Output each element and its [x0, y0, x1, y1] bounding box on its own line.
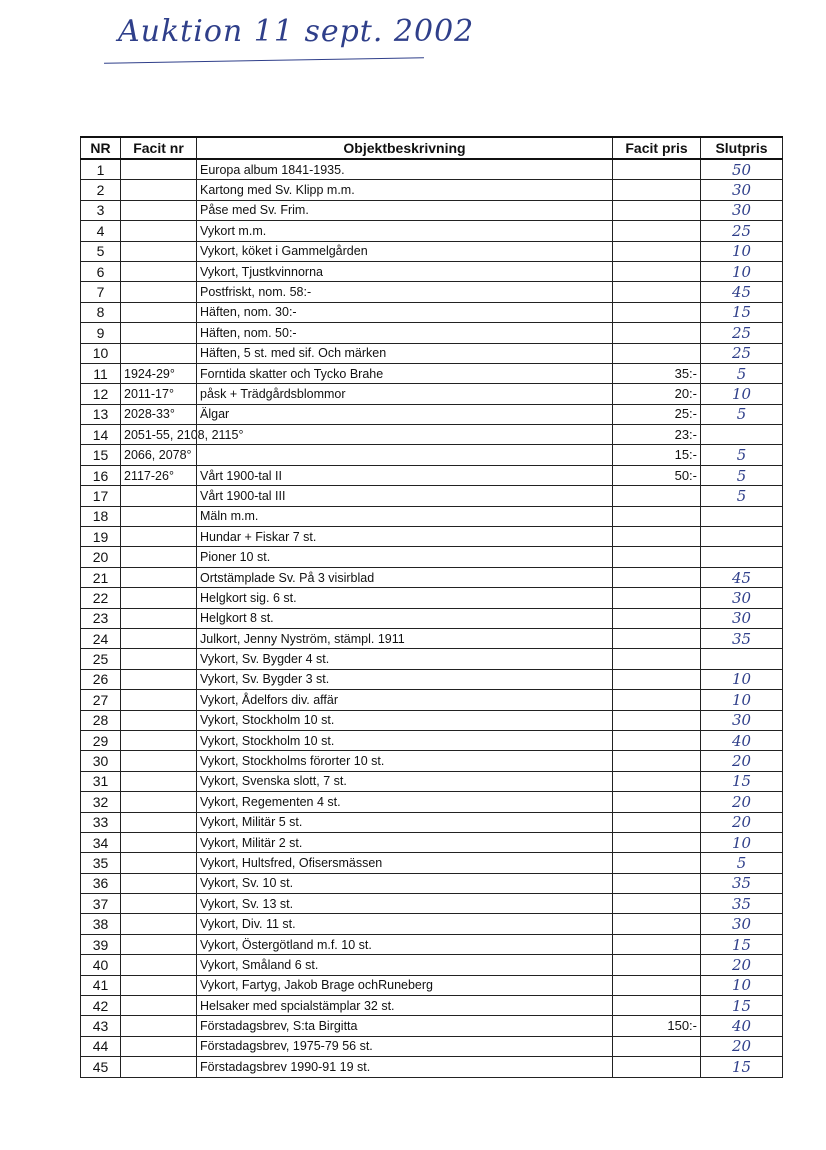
cell-facit-nr — [121, 506, 197, 526]
cell-objektbeskrivning: Vykort, Regementen 4 st. — [197, 792, 613, 812]
cell-facit-nr — [121, 914, 197, 934]
cell-facit-nr — [121, 241, 197, 261]
cell-facit-nr — [121, 669, 197, 689]
cell-nr: 17 — [81, 486, 121, 506]
table-row — [81, 282, 783, 302]
cell-facit-pris — [613, 690, 701, 710]
cell-slutpris: 20 — [701, 792, 783, 812]
table-row — [81, 486, 783, 506]
cell-facit-pris — [613, 302, 701, 322]
cell-facit-pris — [613, 853, 701, 873]
cell-facit-nr — [121, 221, 197, 241]
cell-nr: 34 — [81, 832, 121, 852]
cell-slutpris: 5 — [701, 363, 783, 383]
cell-objektbeskrivning: Vykort, Stockholms förorter 10 st. — [197, 751, 613, 771]
header-slutpris: Slutpris — [701, 137, 783, 159]
cell-facit-nr: 2028-33° — [121, 404, 197, 424]
cell-objektbeskrivning: Älgar — [197, 404, 613, 424]
cell-nr: 32 — [81, 792, 121, 812]
table-row — [81, 873, 783, 893]
cell-facit-pris — [613, 832, 701, 852]
cell-nr: 24 — [81, 628, 121, 648]
cell-facit-nr — [121, 628, 197, 648]
cell-facit-pris — [613, 343, 701, 363]
cell-facit-pris — [613, 282, 701, 302]
cell-nr: 27 — [81, 690, 121, 710]
cell-slutpris: 15 — [701, 771, 783, 791]
table-row — [81, 771, 783, 791]
cell-nr: 18 — [81, 506, 121, 526]
table-row — [81, 914, 783, 934]
cell-objektbeskrivning: Vykort, Östergötland m.f. 10 st. — [197, 934, 613, 954]
cell-facit-nr — [121, 812, 197, 832]
table-row — [81, 751, 783, 771]
cell-nr: 21 — [81, 567, 121, 587]
cell-facit-nr — [121, 832, 197, 852]
cell-facit-nr — [121, 771, 197, 791]
cell-nr: 38 — [81, 914, 121, 934]
header-objektbeskrivning: Objektbeskrivning — [197, 137, 613, 159]
cell-objektbeskrivning: Ortstämplade Sv. På 3 visirblad — [197, 567, 613, 587]
cell-facit-pris — [613, 669, 701, 689]
cell-nr: 5 — [81, 241, 121, 261]
table-row — [81, 955, 783, 975]
cell-facit-pris — [613, 751, 701, 771]
cell-objektbeskrivning — [197, 425, 613, 445]
cell-nr: 12 — [81, 384, 121, 404]
cell-facit-nr — [121, 200, 197, 220]
cell-facit-pris — [613, 1057, 701, 1077]
cell-slutpris — [701, 527, 783, 547]
cell-objektbeskrivning: Vykort, Fartyg, Jakob Brage ochRuneberg — [197, 975, 613, 995]
cell-facit-nr — [121, 1036, 197, 1056]
cell-facit-nr — [121, 975, 197, 995]
cell-slutpris: 35 — [701, 873, 783, 893]
cell-facit-pris — [613, 812, 701, 832]
cell-nr: 31 — [81, 771, 121, 791]
cell-facit-nr — [121, 1016, 197, 1036]
cell-objektbeskrivning: påsk + Trädgårdsblommor — [197, 384, 613, 404]
cell-nr: 16 — [81, 465, 121, 485]
cell-nr: 33 — [81, 812, 121, 832]
table-row — [81, 159, 783, 180]
cell-facit-nr — [121, 261, 197, 281]
cell-slutpris: 30 — [701, 180, 783, 200]
cell-nr: 20 — [81, 547, 121, 567]
table-body — [81, 159, 783, 1077]
cell-objektbeskrivning: Vykort, Stockholm 10 st. — [197, 730, 613, 750]
cell-slutpris: 45 — [701, 567, 783, 587]
cell-objektbeskrivning — [197, 445, 613, 465]
cell-objektbeskrivning: Kartong med Sv. Klipp m.m. — [197, 180, 613, 200]
cell-objektbeskrivning: Förstadagsbrev 1990-91 19 st. — [197, 1057, 613, 1077]
cell-nr: 15 — [81, 445, 121, 465]
cell-facit-nr — [121, 690, 197, 710]
cell-slutpris: 20 — [701, 812, 783, 832]
table-row — [81, 649, 783, 669]
table-row — [81, 506, 783, 526]
handwritten-heading: Auktion 11 sept. 2002 — [118, 14, 475, 49]
cell-facit-pris — [613, 730, 701, 750]
cell-objektbeskrivning: Vykort, Småland 6 st. — [197, 955, 613, 975]
cell-nr: 2 — [81, 180, 121, 200]
cell-objektbeskrivning: Förstadagsbrev, S:ta Birgitta — [197, 1016, 613, 1036]
cell-slutpris: 10 — [701, 241, 783, 261]
cell-facit-nr — [121, 608, 197, 628]
cell-nr: 14 — [81, 425, 121, 445]
cell-facit-pris — [613, 996, 701, 1016]
cell-slutpris: 10 — [701, 690, 783, 710]
cell-facit-pris — [613, 159, 701, 180]
table-row — [81, 832, 783, 852]
cell-facit-pris — [613, 934, 701, 954]
cell-nr: 7 — [81, 282, 121, 302]
cell-slutpris: 50 — [701, 159, 783, 180]
table-row — [81, 343, 783, 363]
table-row — [81, 812, 783, 832]
cell-nr: 6 — [81, 261, 121, 281]
cell-nr: 4 — [81, 221, 121, 241]
cell-nr: 23 — [81, 608, 121, 628]
table-row — [81, 384, 783, 404]
header-facit-pris: Facit pris — [613, 137, 701, 159]
cell-objektbeskrivning: Hundar + Fiskar 7 st. — [197, 527, 613, 547]
cell-objektbeskrivning: Mäln m.m. — [197, 506, 613, 526]
cell-facit-pris — [613, 547, 701, 567]
cell-facit-pris — [613, 649, 701, 669]
cell-objektbeskrivning: Vykort, Sv. 13 st. — [197, 894, 613, 914]
cell-facit-pris: 25:- — [613, 404, 701, 424]
cell-facit-nr — [121, 567, 197, 587]
cell-nr: 39 — [81, 934, 121, 954]
cell-facit-pris — [613, 914, 701, 934]
table-row — [81, 894, 783, 914]
table-row — [81, 1057, 783, 1077]
cell-facit-pris: 23:- — [613, 425, 701, 445]
cell-slutpris: 10 — [701, 669, 783, 689]
cell-facit-pris: 20:- — [613, 384, 701, 404]
cell-facit-nr — [121, 547, 197, 567]
cell-slutpris: 5 — [701, 486, 783, 506]
cell-nr: 10 — [81, 343, 121, 363]
cell-objektbeskrivning: Vykort, Stockholm 10 st. — [197, 710, 613, 730]
cell-objektbeskrivning: Postfriskt, nom. 58:- — [197, 282, 613, 302]
table-row — [81, 302, 783, 322]
cell-slutpris: 20 — [701, 955, 783, 975]
cell-objektbeskrivning: Vykort, Militär 5 st. — [197, 812, 613, 832]
cell-facit-pris — [613, 1036, 701, 1056]
cell-facit-nr — [121, 934, 197, 954]
cell-facit-nr: 2117-26° — [121, 465, 197, 485]
cell-facit-nr — [121, 894, 197, 914]
table-row — [81, 608, 783, 628]
table-row — [81, 1036, 783, 1056]
table-row — [81, 690, 783, 710]
cell-facit-nr — [121, 751, 197, 771]
cell-facit-pris — [613, 180, 701, 200]
cell-facit-pris — [613, 241, 701, 261]
cell-nr: 8 — [81, 302, 121, 322]
cell-nr: 29 — [81, 730, 121, 750]
cell-facit-pris — [613, 792, 701, 812]
cell-slutpris — [701, 649, 783, 669]
cell-facit-pris — [613, 486, 701, 506]
cell-slutpris: 30 — [701, 914, 783, 934]
cell-slutpris: 20 — [701, 1036, 783, 1056]
cell-objektbeskrivning: Vykort, Ådelfors div. affär — [197, 690, 613, 710]
cell-nr: 13 — [81, 404, 121, 424]
cell-facit-pris: 150:- — [613, 1016, 701, 1036]
cell-slutpris: 10 — [701, 384, 783, 404]
cell-nr: 3 — [81, 200, 121, 220]
cell-facit-nr: 1924-29° — [121, 363, 197, 383]
cell-objektbeskrivning: Forntida skatter och Tycko Brahe — [197, 363, 613, 383]
table-row — [81, 1016, 783, 1036]
cell-nr: 1 — [81, 159, 121, 180]
table-row — [81, 241, 783, 261]
table-row — [81, 363, 783, 383]
cell-nr: 28 — [81, 710, 121, 730]
cell-nr: 9 — [81, 323, 121, 343]
cell-slutpris: 35 — [701, 628, 783, 648]
table-row — [81, 261, 783, 281]
table-row — [81, 669, 783, 689]
cell-nr: 45 — [81, 1057, 121, 1077]
cell-facit-pris — [613, 323, 701, 343]
cell-facit-nr: 2066, 2078° — [121, 445, 197, 465]
cell-objektbeskrivning: Europa album 1841-1935. — [197, 159, 613, 180]
cell-nr: 36 — [81, 873, 121, 893]
table-row — [81, 710, 783, 730]
cell-facit-pris — [613, 588, 701, 608]
table-row — [81, 730, 783, 750]
table-row — [81, 547, 783, 567]
cell-facit-pris — [613, 608, 701, 628]
cell-slutpris: 5 — [701, 445, 783, 465]
cell-facit-pris — [613, 955, 701, 975]
cell-facit-nr — [121, 302, 197, 322]
cell-objektbeskrivning: Helgkort sig. 6 st. — [197, 588, 613, 608]
cell-objektbeskrivning: Vårt 1900-tal III — [197, 486, 613, 506]
cell-slutpris: 10 — [701, 832, 783, 852]
cell-facit-nr — [121, 343, 197, 363]
cell-objektbeskrivning: Vykort, Div. 11 st. — [197, 914, 613, 934]
cell-slutpris: 10 — [701, 975, 783, 995]
cell-facit-nr — [121, 588, 197, 608]
cell-slutpris: 5 — [701, 465, 783, 485]
cell-facit-pris — [613, 710, 701, 730]
cell-facit-nr — [121, 853, 197, 873]
table-row — [81, 975, 783, 995]
cell-slutpris: 25 — [701, 343, 783, 363]
table-row — [81, 934, 783, 954]
cell-facit-pris — [613, 527, 701, 547]
cell-slutpris: 40 — [701, 730, 783, 750]
cell-slutpris: 15 — [701, 302, 783, 322]
cell-facit-nr — [121, 873, 197, 893]
table-row — [81, 200, 783, 220]
cell-slutpris: 25 — [701, 221, 783, 241]
cell-facit-pris — [613, 261, 701, 281]
cell-objektbeskrivning: Vykort, Sv. Bygder 4 st. — [197, 649, 613, 669]
cell-facit-pris: 15:- — [613, 445, 701, 465]
cell-nr: 43 — [81, 1016, 121, 1036]
cell-slutpris — [701, 547, 783, 567]
cell-nr: 30 — [81, 751, 121, 771]
cell-nr: 26 — [81, 669, 121, 689]
cell-slutpris: 30 — [701, 200, 783, 220]
cell-objektbeskrivning: Vykort, Tjustkvinnorna — [197, 261, 613, 281]
cell-facit-pris — [613, 567, 701, 587]
table-row — [81, 404, 783, 424]
table-row — [81, 221, 783, 241]
cell-facit-nr — [121, 527, 197, 547]
table-row — [81, 425, 783, 445]
cell-slutpris: 25 — [701, 323, 783, 343]
cell-facit-pris — [613, 771, 701, 791]
cell-nr: 40 — [81, 955, 121, 975]
header-facit-nr: Facit nr — [121, 137, 197, 159]
cell-objektbeskrivning: Helsaker med spcialstämplar 32 st. — [197, 996, 613, 1016]
cell-objektbeskrivning: Påse med Sv. Frim. — [197, 200, 613, 220]
cell-slutpris: 5 — [701, 853, 783, 873]
cell-objektbeskrivning: Vykort, Sv. 10 st. — [197, 873, 613, 893]
cell-objektbeskrivning: Förstadagsbrev, 1975-79 56 st. — [197, 1036, 613, 1056]
cell-objektbeskrivning: Häften, 5 st. med sif. Och märken — [197, 343, 613, 363]
cell-facit-pris — [613, 200, 701, 220]
cell-objektbeskrivning: Helgkort 8 st. — [197, 608, 613, 628]
cell-facit-nr — [121, 710, 197, 730]
table-row — [81, 180, 783, 200]
cell-slutpris: 15 — [701, 996, 783, 1016]
header-nr: NR — [81, 137, 121, 159]
cell-objektbeskrivning: Pioner 10 st. — [197, 547, 613, 567]
table-row — [81, 792, 783, 812]
cell-nr: 41 — [81, 975, 121, 995]
cell-facit-nr — [121, 323, 197, 343]
cell-slutpris — [701, 506, 783, 526]
cell-nr: 37 — [81, 894, 121, 914]
cell-slutpris: 15 — [701, 934, 783, 954]
cell-objektbeskrivning: Vykort, Svenska slott, 7 st. — [197, 771, 613, 791]
table-row — [81, 853, 783, 873]
cell-objektbeskrivning: Häften, nom. 30:- — [197, 302, 613, 322]
cell-slutpris: 30 — [701, 588, 783, 608]
cell-facit-nr — [121, 955, 197, 975]
cell-facit-nr — [121, 730, 197, 750]
cell-nr: 11 — [81, 363, 121, 383]
cell-nr: 44 — [81, 1036, 121, 1056]
cell-facit-pris — [613, 975, 701, 995]
cell-facit-nr: 2011-17° — [121, 384, 197, 404]
cell-objektbeskrivning: Vykort, köket i Gammelgården — [197, 241, 613, 261]
auction-table — [80, 136, 783, 1078]
cell-nr: 25 — [81, 649, 121, 669]
table-row — [81, 527, 783, 547]
cell-slutpris: 30 — [701, 608, 783, 628]
cell-facit-nr — [121, 282, 197, 302]
cell-slutpris: 10 — [701, 261, 783, 281]
cell-slutpris: 30 — [701, 710, 783, 730]
cell-facit-pris — [613, 873, 701, 893]
table-row — [81, 567, 783, 587]
cell-facit-nr — [121, 649, 197, 669]
cell-facit-nr — [121, 159, 197, 180]
cell-nr: 19 — [81, 527, 121, 547]
cell-facit-pris — [613, 506, 701, 526]
cell-facit-pris: 35:- — [613, 363, 701, 383]
cell-facit-nr: 2051-55, 2108, 2115° — [121, 425, 197, 445]
cell-slutpris: 20 — [701, 751, 783, 771]
cell-facit-nr — [121, 486, 197, 506]
cell-facit-nr — [121, 1057, 197, 1077]
cell-objektbeskrivning: Vykort, Militär 2 st. — [197, 832, 613, 852]
cell-objektbeskrivning: Häften, nom. 50:- — [197, 323, 613, 343]
cell-slutpris: 45 — [701, 282, 783, 302]
table-row — [81, 996, 783, 1016]
cell-facit-nr — [121, 792, 197, 812]
cell-slutpris: 40 — [701, 1016, 783, 1036]
cell-objektbeskrivning: Vykort, Hultsfred, Ofisersmässen — [197, 853, 613, 873]
table-row — [81, 628, 783, 648]
cell-objektbeskrivning: Julkort, Jenny Nyström, stämpl. 1911 — [197, 628, 613, 648]
heading-underline — [104, 57, 424, 64]
cell-facit-pris — [613, 894, 701, 914]
cell-objektbeskrivning: Vårt 1900-tal II — [197, 465, 613, 485]
table-row — [81, 445, 783, 465]
cell-facit-pris — [613, 628, 701, 648]
cell-facit-pris — [613, 221, 701, 241]
table-header-row — [81, 137, 783, 159]
cell-nr: 42 — [81, 996, 121, 1016]
cell-facit-pris: 50:- — [613, 465, 701, 485]
cell-objektbeskrivning: Vykort, Sv. Bygder 3 st. — [197, 669, 613, 689]
cell-facit-nr — [121, 180, 197, 200]
table-row — [81, 465, 783, 485]
cell-nr: 22 — [81, 588, 121, 608]
cell-facit-nr — [121, 996, 197, 1016]
cell-objektbeskrivning: Vykort m.m. — [197, 221, 613, 241]
cell-slutpris: 35 — [701, 894, 783, 914]
cell-nr: 35 — [81, 853, 121, 873]
table-row — [81, 588, 783, 608]
cell-slutpris: 5 — [701, 404, 783, 424]
table-row — [81, 323, 783, 343]
cell-slutpris: 15 — [701, 1057, 783, 1077]
cell-slutpris — [701, 425, 783, 445]
